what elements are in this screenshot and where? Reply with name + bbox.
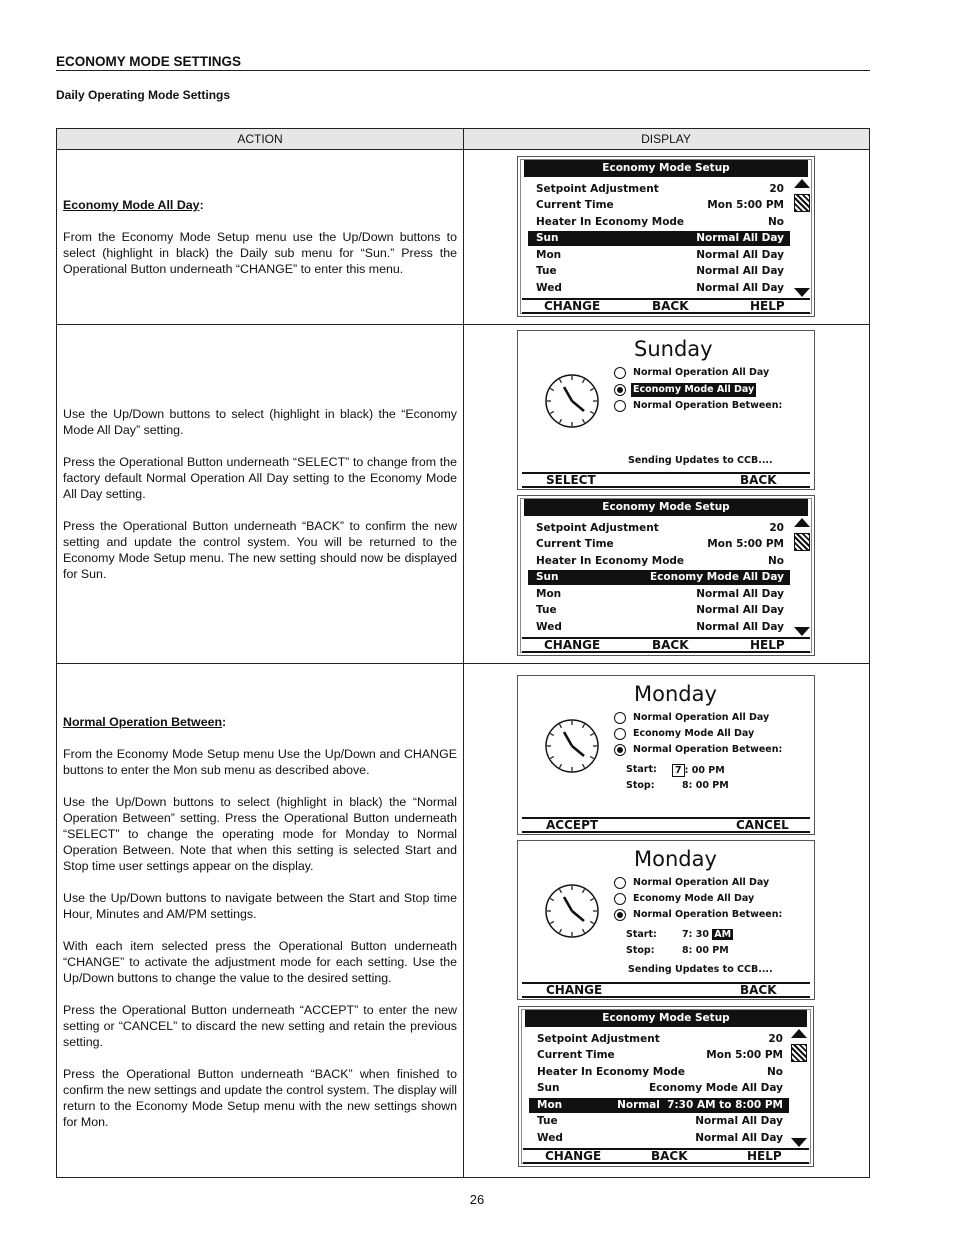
radio-selected-icon	[614, 744, 626, 756]
row1-paragraph: From the Economy Mode Setup menu use the Up/Down buttons to select (highlight in black) the Daily sub menu for “Sun.” Press the Operational Button underneath “CHANGE” to enter this menu.	[63, 230, 457, 276]
lcd-row-key: Current Time	[536, 538, 614, 550]
lcd-row	[529, 1065, 789, 1080]
lcd-row-key: Sun	[536, 571, 559, 583]
row3-colon: :	[222, 715, 227, 729]
radio-selected-icon	[614, 909, 626, 921]
radio-icon	[614, 728, 626, 740]
lcd-row-value: Normal All Day	[696, 604, 784, 616]
lcd-row-key: Current Time	[536, 199, 614, 211]
lcd-row-value: 20	[769, 522, 784, 534]
softkey-change: CHANGE	[545, 1149, 602, 1163]
clock-icon	[544, 373, 600, 429]
scroll-down-arrow-icon	[791, 1138, 807, 1147]
radio-icon	[614, 400, 626, 412]
lcd-row-value: Normal All Day	[696, 265, 784, 277]
title-rule	[56, 70, 870, 71]
lcd-title: Economy Mode Setup	[524, 499, 808, 516]
lcd-row-value: Economy Mode All Day	[650, 571, 784, 583]
lcd-row	[529, 1048, 789, 1063]
lcd-row	[528, 587, 790, 602]
stop-time: 8: 00 PM	[682, 780, 729, 791]
scroll-up-arrow-icon	[791, 1029, 807, 1038]
lcd-row	[528, 182, 790, 197]
start-ampm-field: AM	[714, 929, 732, 940]
lcd-row-key: Sun	[537, 1082, 560, 1094]
start-time	[672, 764, 725, 777]
lcd-screen-economy-setup-1	[517, 156, 815, 317]
page-number: 26	[469, 1192, 485, 1207]
column-header-action: ACTION	[237, 132, 283, 146]
softkey-back: BACK	[651, 1149, 688, 1163]
option-label: Normal Operation All Day	[633, 877, 770, 888]
lcd-row	[528, 215, 790, 230]
radio-icon	[614, 712, 626, 724]
start-time-rest: : 00 PM	[684, 765, 725, 776]
scroll-thumb	[794, 533, 810, 551]
lcd-row-key: Mon	[536, 249, 562, 261]
lcd-title: Economy Mode Setup	[524, 160, 808, 177]
start-label: Start:	[626, 764, 657, 775]
lcd-row-value: Normal All Day	[695, 1115, 783, 1127]
row2-paragraph-3: Press the Operational Button underneath “BACK” to confirm the new setting and update the control system. You will be returned to the Economy Mode Setup menu. The new setting should now be displayed for Sun.	[63, 519, 457, 581]
lcd-day-title: Sunday	[634, 337, 713, 361]
softkey-help: HELP	[750, 299, 785, 313]
lcd-screen-economy-setup-2	[517, 495, 815, 656]
lcd-scrollbar	[794, 518, 810, 636]
row2-paragraph-1: Use the Up/Down buttons to select (highlight in black) the “Economy Mode All Day” setting.	[63, 407, 457, 437]
lcd-row-key: Heater In Economy Mode	[536, 555, 685, 567]
lcd-row-value: Normal All Day	[696, 232, 784, 244]
lcd-row-value: Normal All Day	[696, 282, 784, 294]
softkey-help: HELP	[747, 1149, 782, 1163]
softkey-back: BACK	[740, 983, 777, 997]
stop-label: Stop:	[626, 780, 655, 791]
start-hour-field: 7	[672, 764, 685, 777]
lcd-row-key: Setpoint Adjustment	[537, 1033, 660, 1045]
lcd-row-value: Mon 5:00 PM	[707, 199, 784, 211]
clock-icon	[544, 883, 600, 939]
row3-paragraph-5: Press the Operational Button underneath “ACCEPT” to enter the new setting or “CANCEL” to discard the new setting and retain the previous setting.	[63, 1003, 457, 1049]
lcd-row-value: No	[767, 555, 784, 567]
lcd-row-key: Tue	[536, 604, 557, 616]
lcd-row-value: No	[766, 1066, 783, 1078]
softkey-back: BACK	[740, 473, 777, 487]
scroll-up-arrow-icon	[794, 179, 810, 188]
lcd-row	[528, 620, 790, 635]
lcd-row-key: Wed	[537, 1132, 563, 1144]
stop-label: Stop:	[626, 945, 655, 956]
scroll-up-arrow-icon	[794, 518, 810, 527]
row3-action	[63, 714, 457, 1146]
row1-action	[63, 197, 457, 293]
lcd-row-key: Setpoint Adjustment	[536, 183, 659, 195]
option-label: Normal Operation Between:	[633, 400, 783, 411]
lcd-row-value: Normal All Day	[696, 621, 784, 633]
lcd-row-value: Mon 5:00 PM	[706, 1049, 783, 1061]
lcd-row-value: Mon 5:00 PM	[707, 538, 784, 550]
lcd-row-key: Setpoint Adjustment	[536, 522, 659, 534]
lcd-row-value: No	[767, 216, 784, 228]
option-label: Normal Operation Between:	[633, 744, 783, 755]
lcd-row-key: Current Time	[537, 1049, 615, 1061]
option-label: Economy Mode All Day	[633, 384, 755, 395]
scroll-down-arrow-icon	[794, 288, 810, 297]
lcd-row-value: Normal All Day	[696, 249, 784, 261]
lcd-screen-economy-setup-3	[518, 1006, 814, 1167]
row-divider	[57, 663, 869, 664]
stop-time: 8: 00 PM	[682, 945, 729, 956]
lcd-row-key: Heater In Economy Mode	[537, 1066, 686, 1078]
lcd-softkeys	[522, 817, 810, 833]
lcd-row-selected	[528, 231, 790, 246]
lcd-row-selected	[529, 1098, 789, 1113]
lcd-day-title: Monday	[634, 847, 717, 871]
lcd-row-value: Normal All Day	[696, 588, 784, 600]
scroll-thumb	[791, 1044, 807, 1062]
row3-paragraph-1: From the Economy Mode Setup menu Use the Up/Down and CHANGE buttons to enter the Mon sub menu as described above.	[63, 747, 457, 777]
lcd-row	[529, 1032, 789, 1047]
status-message: Sending Updates to CCB....	[628, 455, 773, 466]
radio-icon	[614, 367, 626, 379]
lcd-row	[528, 521, 790, 536]
row3-paragraph-3: Use the Up/Down buttons to navigate between the Start and Stop time Hour, Minutes and AM/PM settings.	[63, 891, 457, 921]
lcd-softkeys	[522, 472, 810, 488]
lcd-row	[529, 1131, 789, 1146]
row1-heading: Economy Mode All Day	[63, 198, 200, 212]
row3-paragraph-6: Press the Operational Button underneath “BACK” when finished to confirm the new settings and update the control system. The display will return to the Economy Mode Setup menu with the new settings shown for Mon.	[63, 1067, 457, 1129]
lcd-row	[528, 281, 790, 296]
option-label: Normal Operation All Day	[633, 712, 770, 723]
lcd-row	[528, 537, 790, 552]
lcd-title: Economy Mode Setup	[525, 1010, 807, 1027]
lcd-softkeys	[522, 298, 810, 314]
row2-action	[63, 406, 457, 598]
softkey-select: SELECT	[546, 473, 596, 487]
option-label: Economy Mode All Day	[633, 728, 755, 739]
lcd-row	[528, 248, 790, 263]
lcd-row-key: Heater In Economy Mode	[536, 216, 685, 228]
softkey-back: BACK	[652, 638, 689, 652]
lcd-row-key: Sun	[536, 232, 559, 244]
radio-icon	[614, 877, 626, 889]
section-title: ECONOMY MODE SETTINGS	[56, 54, 242, 69]
softkey-change: CHANGE	[544, 638, 601, 652]
lcd-row	[529, 1081, 789, 1096]
lcd-row-selected	[528, 570, 790, 585]
option-label: Normal Operation Between:	[633, 909, 783, 920]
row-divider	[57, 324, 869, 325]
lcd-screen-monday-edit	[517, 675, 815, 835]
softkey-back: BACK	[652, 299, 689, 313]
start-label: Start:	[626, 929, 657, 940]
lcd-row-key: Wed	[536, 621, 562, 633]
start-time-value: 7: 30	[682, 929, 709, 940]
lcd-scrollbar	[791, 1029, 807, 1147]
lcd-softkeys	[523, 1148, 809, 1164]
row3-paragraph-2: Use the Up/Down buttons to select (highlight in black) the “Normal Operation Between” setting. Press the Operational Button underneath “SELECT” to change the operating mode for Monday to Normal Operation Between. Note that when this setting is selected Start and Stop time user settings appear on the display.	[63, 795, 457, 873]
scroll-down-arrow-icon	[794, 627, 810, 636]
lcd-row-value: Normal 7:30 AM to 8:00 PM	[617, 1099, 783, 1111]
lcd-softkeys	[522, 982, 810, 998]
lcd-row	[528, 198, 790, 213]
lcd-row	[528, 264, 790, 279]
lcd-row-key: Mon	[536, 588, 562, 600]
lcd-row-value: 20	[768, 1033, 783, 1045]
start-time	[682, 929, 733, 940]
option-label: Normal Operation All Day	[633, 367, 770, 378]
lcd-row-value: Economy Mode All Day	[649, 1082, 783, 1094]
softkey-accept: ACCEPT	[546, 818, 599, 832]
lcd-screen-monday-updated	[517, 840, 815, 1000]
lcd-row-value: 20	[769, 183, 784, 195]
row3-paragraph-4: With each item selected press the Operational Button underneath “CHANGE” to activate the adjustment mode for each setting. Use the Up/Down buttons to change the value to the desired setting.	[63, 939, 457, 985]
option-label: Economy Mode All Day	[633, 893, 755, 904]
status-message: Sending Updates to CCB....	[628, 964, 773, 975]
softkey-help: HELP	[750, 638, 785, 652]
lcd-row-key: Tue	[536, 265, 557, 277]
softkey-cancel: CANCEL	[736, 818, 789, 832]
lcd-screen-sunday	[517, 330, 815, 490]
scroll-thumb	[794, 194, 810, 212]
row3-heading: Normal Operation Between	[63, 715, 223, 729]
lcd-row-key: Mon	[537, 1099, 563, 1111]
lcd-softkeys	[522, 637, 810, 653]
row2-paragraph-2: Press the Operational Button underneath “SELECT” to change from the factory default Normal Operation All Day setting to the Economy Mode All Day setting.	[63, 455, 457, 501]
radio-icon	[614, 893, 626, 905]
softkey-change: CHANGE	[544, 299, 601, 313]
lcd-scrollbar	[794, 179, 810, 297]
lcd-row-key: Tue	[537, 1115, 558, 1127]
column-divider	[463, 129, 464, 1177]
lcd-row	[529, 1114, 789, 1129]
lcd-row-value: Normal All Day	[695, 1132, 783, 1144]
lcd-row	[528, 603, 790, 618]
lcd-row	[528, 554, 790, 569]
row1-colon: :	[199, 198, 204, 212]
column-header-display: DISPLAY	[641, 132, 691, 146]
clock-icon	[544, 718, 600, 774]
softkey-change: CHANGE	[546, 983, 603, 997]
lcd-day-title: Monday	[634, 682, 717, 706]
sub-title: Daily Operating Mode Settings	[56, 88, 231, 102]
radio-selected-icon	[614, 384, 626, 396]
lcd-row-key: Wed	[536, 282, 562, 294]
